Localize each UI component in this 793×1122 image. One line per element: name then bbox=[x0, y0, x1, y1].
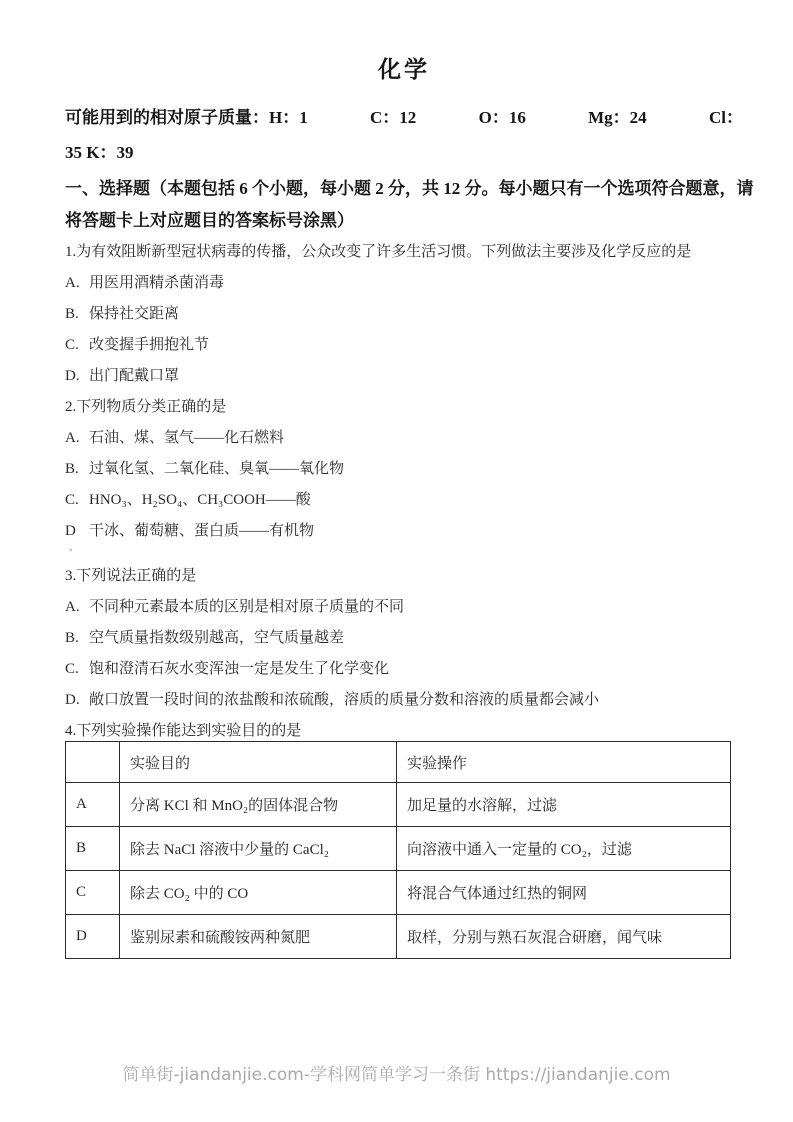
question-1-option-c bbox=[65, 330, 743, 361]
question-4-stem: 4.下列实验操作能达到实验目的的是 bbox=[65, 723, 302, 739]
experiment-table bbox=[65, 741, 731, 959]
option-label: C. bbox=[65, 337, 79, 353]
question-2-option-d bbox=[65, 516, 743, 547]
option-text: 敞口放置一段时间的浓盐酸和浓硫酸，溶质的质量分数和溶液的质量都会减小 bbox=[89, 692, 600, 708]
atomic-mass-line bbox=[65, 106, 743, 130]
question-2-option-b bbox=[65, 454, 743, 485]
question-2-stem: 2.下列物质分类正确的是 bbox=[65, 399, 227, 415]
option-label: B. bbox=[65, 630, 79, 646]
table-cell-b-operation: 向溶液中通入一定量的 CO₂，过滤 bbox=[397, 827, 731, 871]
table-cell-d-purpose: 鉴别尿素和硫酸铵两种氮肥 bbox=[120, 915, 397, 959]
section-heading-line2: 将答题卡上对应题目的答案标号涂黑） bbox=[65, 211, 354, 230]
option-text: 过氧化氢、二氧化硅、臭氧——氧化物 bbox=[89, 461, 345, 477]
option-text: 用医用酒精杀菌消毒 bbox=[89, 275, 225, 291]
atomic-mass-part-h: 可能用到的相对原子质量：H：1 bbox=[65, 108, 308, 127]
table-cell-b-purpose: 除去 NaCl 溶液中少量的 CaCl₂ bbox=[120, 827, 397, 871]
scan-artifact-mark: ' bbox=[70, 547, 72, 559]
table-header-operation: 实验操作 bbox=[397, 742, 731, 783]
table-cell-c-operation: 将混合气体通过红热的铜网 bbox=[397, 871, 731, 915]
option-label: A. bbox=[65, 599, 80, 615]
table-row-a bbox=[66, 783, 731, 827]
atomic-mass-part-mg: Mg：24 bbox=[588, 108, 647, 127]
atomic-mass-part-o: O：16 bbox=[478, 108, 526, 127]
option-text: 石油、煤、氢气——化石燃料 bbox=[89, 430, 285, 446]
table-header-row bbox=[66, 742, 731, 783]
table-cell-b-label: B bbox=[66, 827, 120, 871]
option-text: 不同种元素最本质的区别是相对原子质量的不同 bbox=[89, 599, 405, 615]
table-row-c bbox=[66, 871, 731, 915]
option-text: 干冰、葡萄糖、蛋白质——有机物 bbox=[89, 523, 315, 539]
option-text: HNO₃、H₂SO₄、CH₃COOH——酸 bbox=[89, 492, 311, 508]
section-heading-line1: 一、选择题（本题包括 6 个小题，每小题 2 分，共 12 分。每小题只有一个选项符合题意，请 bbox=[65, 179, 754, 198]
table-cell-d-label: D bbox=[66, 915, 120, 959]
question-3-option-d bbox=[65, 685, 743, 716]
question-2-option-c bbox=[65, 485, 743, 516]
table-cell-c-label: C bbox=[66, 871, 120, 915]
option-label: D. bbox=[65, 692, 80, 708]
atomic-mass-part-cl: Cl： bbox=[708, 108, 743, 127]
atomic-mass-part-c: C：12 bbox=[370, 108, 417, 127]
table-header-blank bbox=[66, 742, 120, 783]
table-row-d bbox=[66, 915, 731, 959]
option-label: B. bbox=[65, 306, 79, 322]
table-cell-c-purpose: 除去 CO₂ 中的 CO bbox=[120, 871, 397, 915]
page-title: 化学 bbox=[378, 57, 430, 82]
option-text: 空气质量指数级别越高，空气质量越差 bbox=[89, 630, 345, 646]
question-1-option-d bbox=[65, 361, 743, 392]
table-header-purpose: 实验目的 bbox=[120, 742, 397, 783]
question-3-option-a bbox=[65, 592, 743, 623]
question-3-option-b bbox=[65, 623, 743, 654]
option-label: A. bbox=[65, 275, 80, 291]
option-label: B. bbox=[65, 461, 79, 477]
option-text: 改变握手拥抱礼节 bbox=[89, 337, 210, 353]
option-label: D. bbox=[65, 368, 80, 384]
option-text: 饱和澄清石灰水变浑浊一定是发生了化学变化 bbox=[89, 661, 390, 677]
table-row-b bbox=[66, 827, 731, 871]
table-cell-a-purpose: 分离 KCl 和 MnO₂的固体混合物 bbox=[120, 783, 397, 827]
question-2-option-a bbox=[65, 423, 743, 454]
option-label: C. bbox=[65, 661, 79, 677]
question-3-option-c bbox=[65, 654, 743, 685]
question-1-stem: 1.为有效阻断新型冠状病毒的传播，公众改变了许多生活习惯。下列做法主要涉及化学反应的是 bbox=[65, 244, 692, 260]
option-text: 保持社交距离 bbox=[89, 306, 180, 322]
atomic-mass-line2: 35 K：39 bbox=[65, 143, 134, 162]
option-label: C. bbox=[65, 492, 79, 508]
option-text: 出门配戴口罩 bbox=[89, 368, 180, 384]
table-cell-a-label: A bbox=[66, 783, 120, 827]
table-cell-a-operation: 加足量的水溶解，过滤 bbox=[397, 783, 731, 827]
question-3-stem: 3.下列说法正确的是 bbox=[65, 568, 197, 584]
watermark-footer: 简单街-jiandanjie.com-学科网简单学习一条街 https://jiandanjie.com bbox=[122, 1065, 671, 1085]
question-1-option-a bbox=[65, 268, 743, 299]
question-1-option-b bbox=[65, 299, 743, 330]
table-cell-d-operation: 取样，分别与熟石灰混合研磨，闻气味 bbox=[397, 915, 731, 959]
option-label: A. bbox=[65, 430, 80, 446]
option-label: D bbox=[65, 523, 76, 539]
